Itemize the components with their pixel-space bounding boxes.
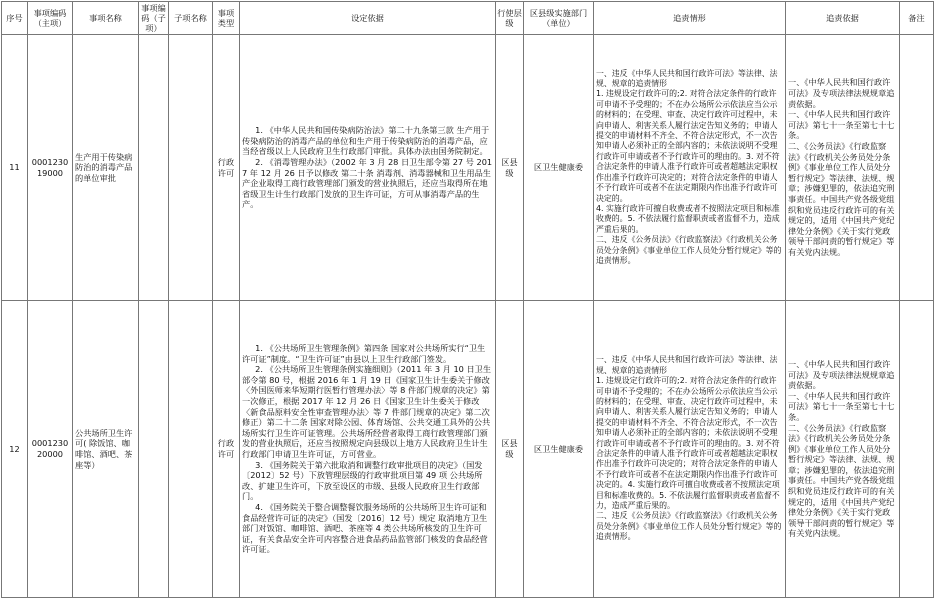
responsibility-table: [1, 1, 934, 598]
resp-item: 1. 违规设定行政许可的;2. 对符合法定条件的行政许可申请不予受理的；不在办公场所公示依法应当公示的材料的；在受理、审查、决定行政许可过程中，未向申请人、利害关系人履行法定告知义务的；申请人提交的申请材料不齐全、不符合法定形式，不一次告知申请人必须补正的全部内容的；未依法说明不受理行政许可申请或者不予行政许可的理由的。3. 对不符合法定条件的申请人准予行政许可或者超越法定职权作出准予行政许可决定的；对符合法定条件的申请人不予行政许可或者不在法定期限内作出准予行政许可决定的。: [596, 89, 780, 203]
row-subcode: [139, 35, 169, 301]
row-type: 行政许可: [213, 35, 240, 301]
resp-item: 1. 违规设定行政许可的;2. 对符合法定条件的行政许可申请不予受理的；不在办公场所公示依法应当公示的材料的；在受理、审查、决定行政许可过程中，未向申请人、利害关系人履行法定告知义务的；申请人提交的申请材料不齐全、不符合法定形式，不一次告知申请人必须补正的全部内容的；未依法说明不受理行政许可申请或者不予行政许可的理由的。3. 对不符合法定条件的申请人准予行政许可或者超越法定职权作出准予行政许可决定的；对符合法定条件的申请人不予行政许可或者不在法定期限内作出准予行政许可决定的。4. 实施行政许可擅自收费或者不按照法定项目和标准收费的。5. 不依法履行监督职责或者监督不力，造成严重后果的。: [596, 376, 780, 511]
respbasis-item: 一、《中华人民共和国行政许可法》及专项法律法规规章追责依据。: [788, 358, 895, 391]
row-subcode: [139, 301, 169, 598]
header-dept: 区县级实施部门（单位）: [524, 2, 594, 35]
row-seq: 11: [2, 35, 28, 301]
header-level: 行使层级: [496, 2, 524, 35]
header-subcode: 事项编码（子项）: [139, 2, 169, 35]
header-seq: 序号: [2, 2, 28, 35]
row-subname: [169, 301, 213, 598]
row-note: [900, 301, 934, 598]
resp-item: 二、违反《公务员法》《行政监察法》《行政机关公务员处分条例》《事业单位工作人员处分暂行规定》等的追责情形。: [596, 511, 782, 542]
basis-item: 2. 《消毒管理办法》（2002 年 3 月 28 日卫生部令第 27 号 2017 年 12 月 26 日予以修改 第二十条 消毒剂、消毒器械和卫生用品生产企业取得工商行政管理部门颁发的营业执照后，还应当取得所在地省级卫生计生行政部门发放的卫生许可证，方可从事消毒产品的生产。: [242, 156, 493, 210]
row-code: 000123020000: [28, 301, 73, 598]
resp-item: 4. 实施行政许可擅自收费或者不按照法定项目和标准收费的。5. 不依法履行监督职责或者监督不力，造成严重后果的。: [596, 203, 780, 234]
header-subname: 子项名称: [169, 2, 213, 35]
row-resp: [594, 301, 786, 598]
row-subname: [169, 35, 213, 301]
header-resp: 追责情形: [594, 2, 786, 35]
header-row: [2, 2, 934, 35]
row-seq: 12: [2, 301, 28, 598]
basis-item: 1. 《公共场所卫生管理条例》第四条 国家对公共场所实行“卫生许可证”制度。“卫生许可证”由县以上卫生行政部门签发。: [242, 343, 486, 364]
row-dept: 区卫生健康委: [524, 301, 594, 598]
row-respbasis: [786, 35, 900, 301]
resp-item: 二、违反《公务员法》《行政监察法》《行政机关公务员处分条例》《事业单位工作人员处分暂行规定》等的追责情形。: [596, 235, 782, 265]
resp-item: 一、违反《中华人民共和国行政许可法》等法律、法规、规章的追责情形: [596, 68, 778, 89]
row-name: 生产用于传染病防治的消毒产品的单位审批: [73, 35, 139, 301]
respbasis-item: 一、《中华人民共和国行政许可法》第七十一条至第七十七条。: [788, 390, 895, 422]
basis-item: 3. 《国务院关于第六批取消和调整行政审批项目的决定》（国发〔2012〕52 号）下放管理层级的行政审批项目第 49 项 公共场所改、扩建卫生许可，下放至设区的市级、县级人民政府卫生行政部门。: [242, 459, 483, 502]
row-basis: [240, 301, 496, 598]
row-note: [900, 35, 934, 301]
row-code: 000123019000: [28, 35, 73, 301]
header-type: 事项类型: [213, 2, 240, 35]
header-note: 备注: [900, 2, 934, 35]
basis-item: 2. 《公共场所卫生管理条例实施细则》（2011 年 3 月 10 日卫生部令第 80 号，根据 2016 年 1 月 19 日《国家卫生计生委关于修改〈外国医师来华短期行医暂行管理办法〉等 8 件部门规章的决定》第一次修正，根据 2017 年 12 月 26 日《国家卫生计生委关于修改〈新食品原料安全性审查管理办法〉等 7 件部门规章的决定》第二次修正）第二十二条 国家对除公园、体育场馆、公共交通工具外的公共场所实行卫生许可证管理。公共场所经营者取得工商行政管理部门颁发的营业执照后，还应当按照规定向县级以上地方人民政府卫生计生行政部门申请卫生许可证，方可营业。: [242, 364, 492, 459]
row-name: 公共场所卫生许可( 除饭馆、咖啡馆、酒吧、茶座等）: [73, 301, 139, 598]
row-resp: [594, 35, 786, 301]
row-dept: 区卫生健康委: [524, 35, 594, 301]
row-type: 行政许可: [213, 301, 240, 598]
header-basis: 设定依据: [240, 2, 496, 35]
header-respbasis: 追责依据: [786, 2, 900, 35]
resp-item: 一、违反《中华人民共和国行政许可法》等法律、法规、规章的追责情形: [596, 355, 778, 375]
header-code: 事项编码（主项）: [28, 2, 73, 35]
row-respbasis: [786, 301, 900, 598]
respbasis-item: 一、《中华人民共和国行政许可法》及专项法律法规规章追责依据。: [788, 77, 895, 109]
basis-item: 1. 《中华人民共和国传染病防治法》第二十九条第三款 生产用于传染病防治的消毒产品的单位和生产用于传染病防治的消毒产品，应当经省级以上人民政府卫生行政部门审批。具体办法由国务院制定。: [242, 125, 490, 157]
table-row: [2, 35, 934, 301]
header-name: 事项名称: [73, 2, 139, 35]
row-level: 区县级: [496, 301, 524, 598]
respbasis-item: 一、《中华人民共和国行政许可法》第七十一条至第七十七条。: [788, 109, 895, 141]
respbasis-item: 二、《公务员法》《行政监察法》《行政机关公务员处分条例》《事业单位工作人员处分暂行规定》等法律、法规、规章；涉嫌犯罪的，依法追究刑事责任。中国共产党各级党组织和党员违反行政许可的有关规定的，适用《中国共产党纪律处分条例》《关于实行党政领导干部问责的暂行规定》等有关党内法规。: [788, 141, 895, 257]
row-basis: [240, 35, 496, 301]
table-row: [2, 301, 934, 598]
respbasis-item: 二、《公务员法》《行政监察法》《行政机关公务员处分条例》《事业单位工作人员处分暂行规定》等法律、法规、规章；涉嫌犯罪的，依法追究刑事责任。中国共产党各级党组织和党员违反行政许可的有关规定的，适用《中国共产党纪律处分条例》《关于实行党政领导干部问责的暂行规定》等有关党内法规。: [788, 422, 895, 539]
row-level: 区县级: [496, 35, 524, 301]
basis-item: 4. 《国务院关于整合调整餐饮服务场所的公共场所卫生许可证和食品经营许可证的决定》（国发〔2016〕12 号）规定 取消地方卫生部门对饭馆、咖啡馆、酒吧、茶座等 4 类公共场所核发的卫生许可证，有关食品安全许可内容整合进食品药品监管部门核发的食品经营许可证。: [242, 501, 488, 555]
